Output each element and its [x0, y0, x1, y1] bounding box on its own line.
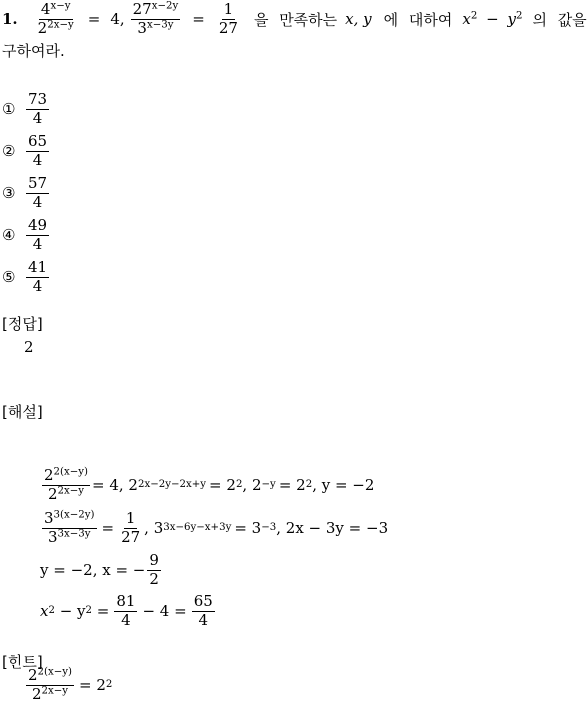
value-four: 4,: [110, 10, 125, 29]
hint-fraction: [26, 668, 74, 703]
choice-fraction: [26, 89, 49, 127]
solution-line-4: x 2 − y 2 = $\frac{81}{4}$ − 4 = $\frac{65}{4}$: [40, 592, 213, 629]
equals-2: =: [192, 10, 205, 29]
target-y-exp: 2: [515, 10, 523, 22]
s4-fraction-2: [192, 594, 215, 629]
s4-y: − y: [54, 602, 86, 621]
fraction-1-den-base: 2: [37, 18, 48, 37]
s2-den-exp: 3x−3y: [57, 528, 91, 540]
s4-fraction-1: [114, 594, 137, 629]
variables: x, y: [345, 10, 372, 29]
choice-marker: ②: [2, 142, 16, 160]
choice-fraction: [26, 215, 49, 253]
solution-label: [해설]: [2, 403, 43, 421]
choice-item[interactable]: [2, 130, 51, 172]
fraction-1-num-base: 4: [40, 0, 51, 18]
s4-text-d: − 4 =: [142, 602, 187, 621]
answer-value: 2: [24, 338, 34, 356]
s4-f1-num: 81: [116, 592, 136, 610]
choice-num: 49: [28, 215, 48, 234]
s1-text-d: = 2: [278, 476, 306, 495]
hint-label: [힌트]: [2, 653, 43, 671]
choice-item[interactable]: [2, 172, 51, 214]
s1-text-a: = 4, 2: [92, 476, 138, 495]
s3-fraction: [147, 553, 161, 588]
hint-equation: $\frac{2^{2(x-y)}}{2^{2x-y}}$ = 2 2: [28, 666, 113, 703]
s1-text-c: , 2: [242, 476, 262, 495]
solution-line-3: [40, 553, 163, 588]
choice-num: 73: [28, 89, 48, 108]
equals-1: =: [87, 10, 101, 29]
choice-den: 4: [32, 150, 43, 169]
solution-2-fraction: [42, 511, 97, 546]
choice-item[interactable]: [2, 256, 51, 298]
choice-marker: ④: [2, 226, 16, 244]
s2-f-num: 1: [125, 509, 136, 527]
s3-text: y = −2, x = −: [40, 561, 146, 580]
fraction-2-den-base: 3: [137, 18, 147, 37]
choice-den: 4: [32, 108, 43, 127]
problem-line-2: 구하여라.: [2, 42, 65, 60]
s4-f1-den: 4: [121, 610, 131, 629]
choice-num: 41: [28, 257, 48, 276]
target-y: y: [507, 10, 516, 29]
s1-num-exp: 2(x−y): [53, 466, 89, 478]
s2-text-a: , 3: [144, 519, 164, 538]
choice-item[interactable]: [2, 88, 51, 130]
choice-item[interactable]: [2, 214, 51, 256]
fraction-3-den: 27: [218, 18, 238, 37]
s4-f2-num: 65: [193, 592, 213, 610]
s2-text-c: , 2x − 3y = −3: [276, 519, 389, 538]
target-x-exp: 2: [470, 10, 478, 22]
solution-2-fraction-b: [119, 511, 142, 546]
hint-num-base: 2: [28, 666, 38, 684]
hint-num-exp: 2(x−y): [37, 666, 73, 678]
hint-den-exp: 2x−y: [41, 685, 69, 697]
target-x: x: [462, 10, 471, 29]
s4-equals: =: [92, 602, 110, 621]
choice-marker: ③: [2, 184, 16, 202]
choice-den: 4: [32, 234, 43, 253]
s2-text-b: = 3: [234, 519, 262, 538]
s4-f2-den: 4: [198, 610, 208, 629]
choice-num: 57: [28, 173, 48, 192]
choice-den: 4: [32, 276, 43, 295]
solution-line-2: $\frac{3^{3(x-2y)}}{3^{3x-3y}}$ = $\frac{1}{27}$ , 3 3x−6y−x+3y = 3 −3 , 2x − 3y = −3: [44, 509, 389, 546]
fraction-2-den-exp: x−3y: [146, 19, 174, 31]
fraction-2-num-base: 27: [132, 0, 152, 18]
of-text: 의 값을: [532, 10, 587, 29]
s1-den-exp: 2x−y: [57, 485, 85, 497]
equation-fraction-2: [131, 2, 181, 37]
fraction-3-num: 1: [223, 0, 234, 18]
s2-equals: =: [101, 519, 115, 538]
for-text: 에 대하여: [383, 10, 453, 29]
s4-x: x: [40, 602, 49, 621]
choice-fraction: [26, 131, 49, 169]
condition-text: 을 만족하는: [253, 10, 338, 29]
fraction-2-num-exp: x−2y: [151, 0, 179, 12]
problem-number: 1.: [2, 10, 18, 29]
s1-text-b: = 2: [209, 476, 236, 495]
problem-line-1: [2, 0, 587, 37]
fraction-1-den-exp: 2x−y: [47, 19, 74, 31]
choice-list: [2, 88, 51, 298]
choice-den: 4: [32, 192, 43, 211]
equation-fraction-1: [36, 2, 76, 37]
s3-num: 9: [149, 551, 159, 569]
s2-num-exp: 3(x−2y): [53, 509, 95, 521]
fraction-1-num-exp: x−y: [50, 0, 71, 12]
s3-den: 2: [149, 569, 159, 588]
choice-marker: ①: [2, 100, 16, 118]
choice-fraction: [26, 173, 49, 211]
s2-den-base: 3: [47, 527, 58, 546]
hint-den-base: 2: [31, 684, 42, 703]
hint-rhs: = 2: [79, 676, 106, 695]
s2-f-den: 27: [121, 527, 141, 546]
equation-fraction-3: [217, 2, 240, 37]
target-minus: −: [486, 10, 499, 29]
solution-line-1: $\frac{2^{2(x-y)}}{2^{2x-y}}$ = 4, 2 2x−2y−2x+y = 2 2 , 2 −y = 2 2 , y = −2: [44, 466, 375, 503]
target-expression: [462, 10, 522, 28]
choice-num: 65: [28, 131, 48, 150]
solution-1-fraction: [42, 468, 90, 503]
s2-num-base: 3: [44, 509, 54, 527]
choice-fraction: [26, 257, 49, 295]
s1-den-base: 2: [47, 484, 58, 503]
s1-num-base: 2: [44, 466, 54, 484]
s1-text-e: , y = −2: [312, 476, 375, 495]
choice-marker: ⑤: [2, 268, 16, 286]
answer-label: [정답]: [2, 315, 43, 333]
